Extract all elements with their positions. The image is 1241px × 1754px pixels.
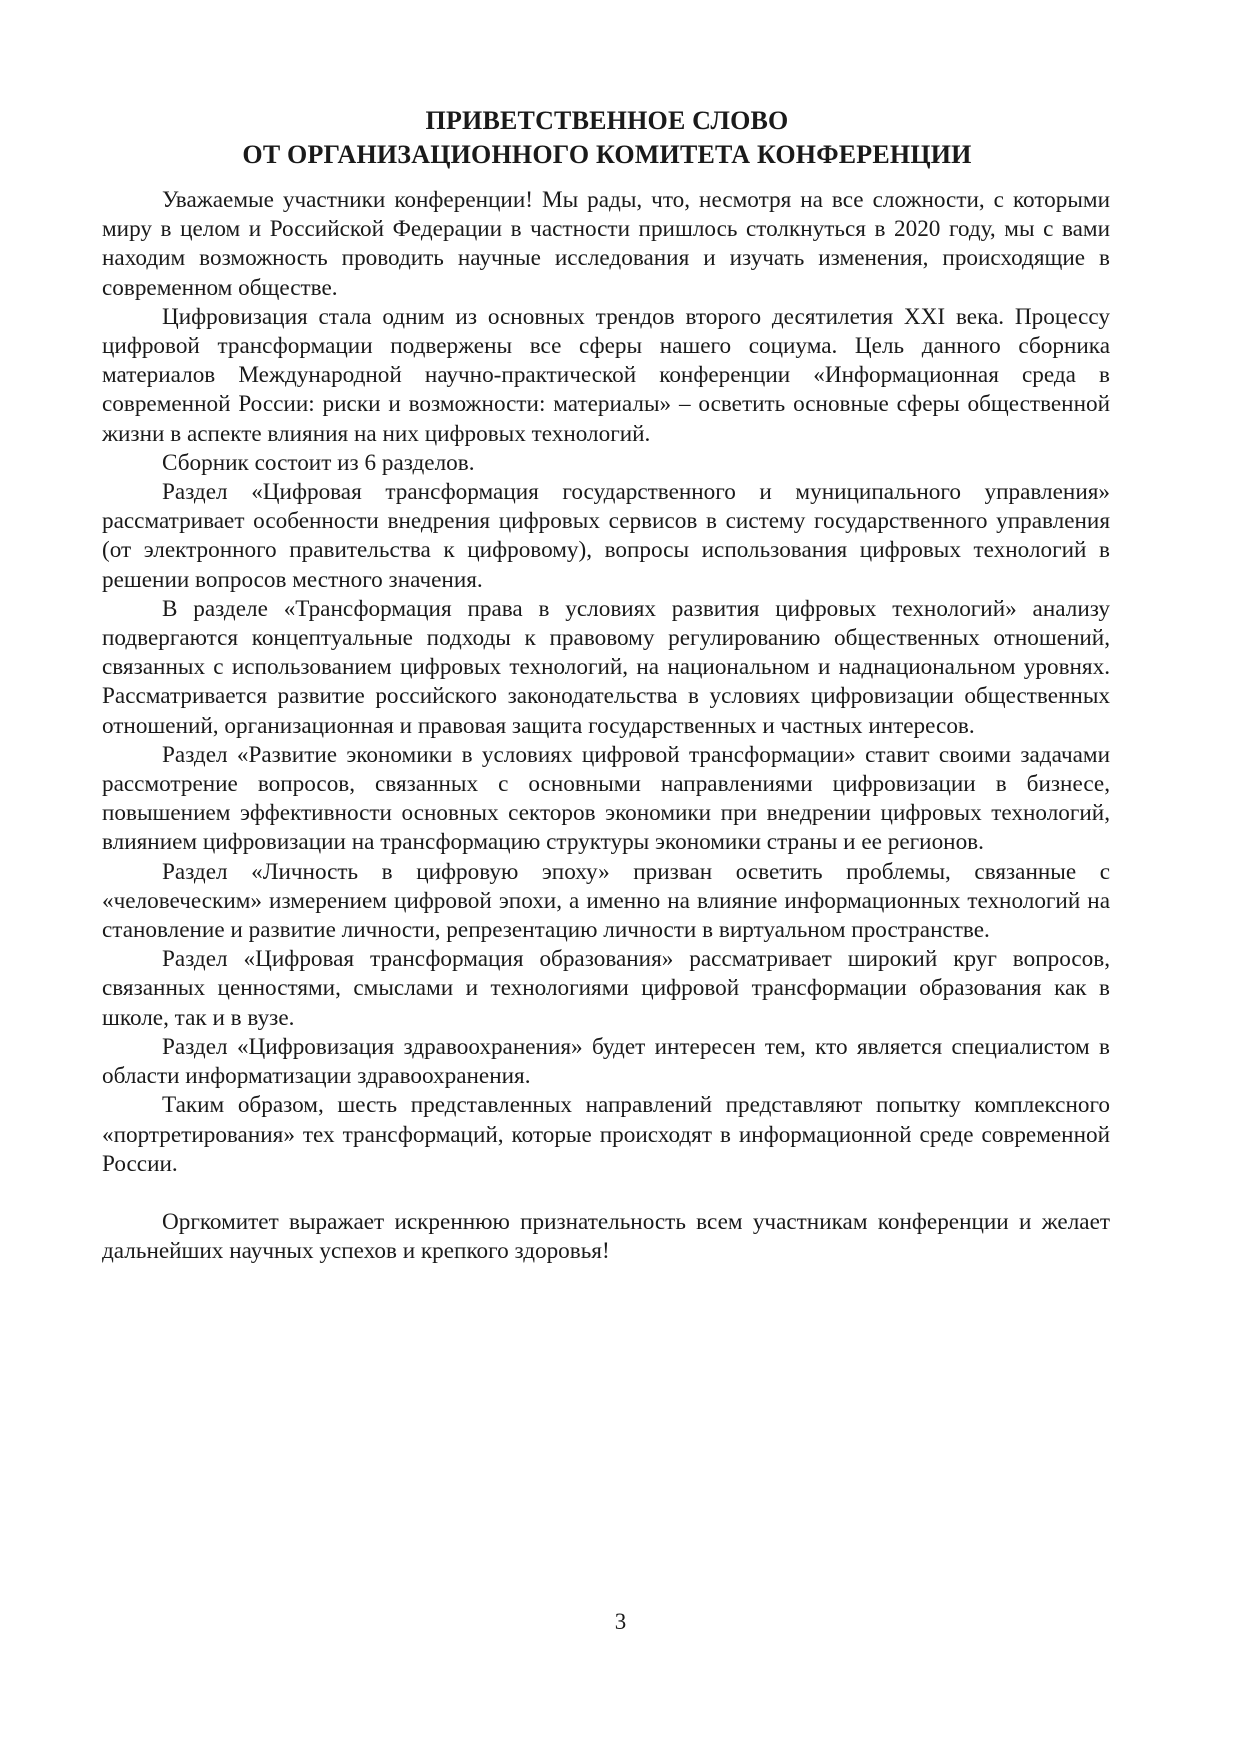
- paragraph-section-education: Раздел «Цифровая трансформация образования» рассматривает широкий круг вопросов, связанных ценностями, смыслами и технологиями цифровой трансформации образования как в школе, так и в вузе.: [102, 946, 1110, 1031]
- paragraph-section-personality: Раздел «Личность в цифровую эпоху» призван осветить проблемы, связанные с «человеческим» измерением цифровой эпохи, а именно на влияние информационных технологий на становление и развитие личности, репрезентацию личности в виртуальном пространстве.: [102, 858, 1110, 944]
- paragraph-summary: Таким образом, шесть представленных направлений представляют попытку комплексного «портретирования» тех трансформаций, которые происходят в информационной среде современной России.: [102, 1092, 1110, 1177]
- title-line-2: ОТ ОРГАНИЗАЦИОННОГО КОМИТЕТА КОНФЕРЕНЦИИ: [242, 140, 972, 169]
- paragraph-section-healthcare: Раздел «Цифровизация здравоохранения» будет интересен тем, кто является специалистом в области информатизации здравоохранения.: [102, 1033, 1110, 1090]
- paragraph-section-law: В разделе «Трансформация права в условиях развития цифровых технологий» анализу подвергаются концептуальные подходы к правовому регулированию общественных отношений, связанных с использованием цифровых технологий, на национальном и наднациональном уровнях. Рассматривается развитие российского законодательства в условиях цифровизации общественных отношений, организационная и правовая защита государственных и частных интересов.: [102, 595, 1110, 739]
- title-line-1: ПРИВЕТСТВЕННОЕ СЛОВО: [425, 106, 789, 135]
- page-title: [102, 104, 1112, 172]
- paragraph-closing: Оргкомитет выражает искреннюю признательность всем участникам конференции и желает дальнейших научных успехов и крепкого здоровья!: [102, 1208, 1110, 1265]
- paragraph-digitalization: Цифровизация стала одним из основных трендов второго десятилетия XXI века. Процессу цифровой трансформации подвержены все сферы нашего социума. Цель данного сборника материалов Международной научно-практической конференции «Информационная среда в современной России: риски и возможности: материалы» – осветить основные сферы общественной жизни в аспекте влияния на них цифровых технологий.: [102, 303, 1110, 447]
- paragraph-section-economy: Раздел «Развитие экономики в условиях цифровой трансформации» ставит своими задачами рассмотрение вопросов, связанных с основными направлениями цифровизации в бизнесе, повышением эффективности основных секторов экономики при внедрении цифровых технологий, влиянием цифровизации на трансформацию структуры экономики страны и ее регионов.: [102, 741, 1110, 856]
- paragraph-sections-count: Сборник состоит из 6 разделов.: [162, 449, 475, 476]
- body-text: [102, 186, 1110, 1266]
- page-number: 3: [614, 1609, 627, 1634]
- paragraph-section-government: Раздел «Цифровая трансформация государственного и муниципального управления» рассматривает особенности внедрения цифровых сервисов в систему государственного управления (от электронного правительства к цифровому), вопросы использования цифровых технологий в решении вопросов местного значения.: [102, 479, 1110, 593]
- paragraph-greeting: Уважаемые участники конференции! Мы рады, что, несмотря на все сложности, с которыми миру в целом и Российской Федерации в частности пришлось столкнуться в 2020 году, мы с вами находим возможность проводить научные исследования и изучать изменения, происходящие в современном обществе.: [102, 187, 1110, 301]
